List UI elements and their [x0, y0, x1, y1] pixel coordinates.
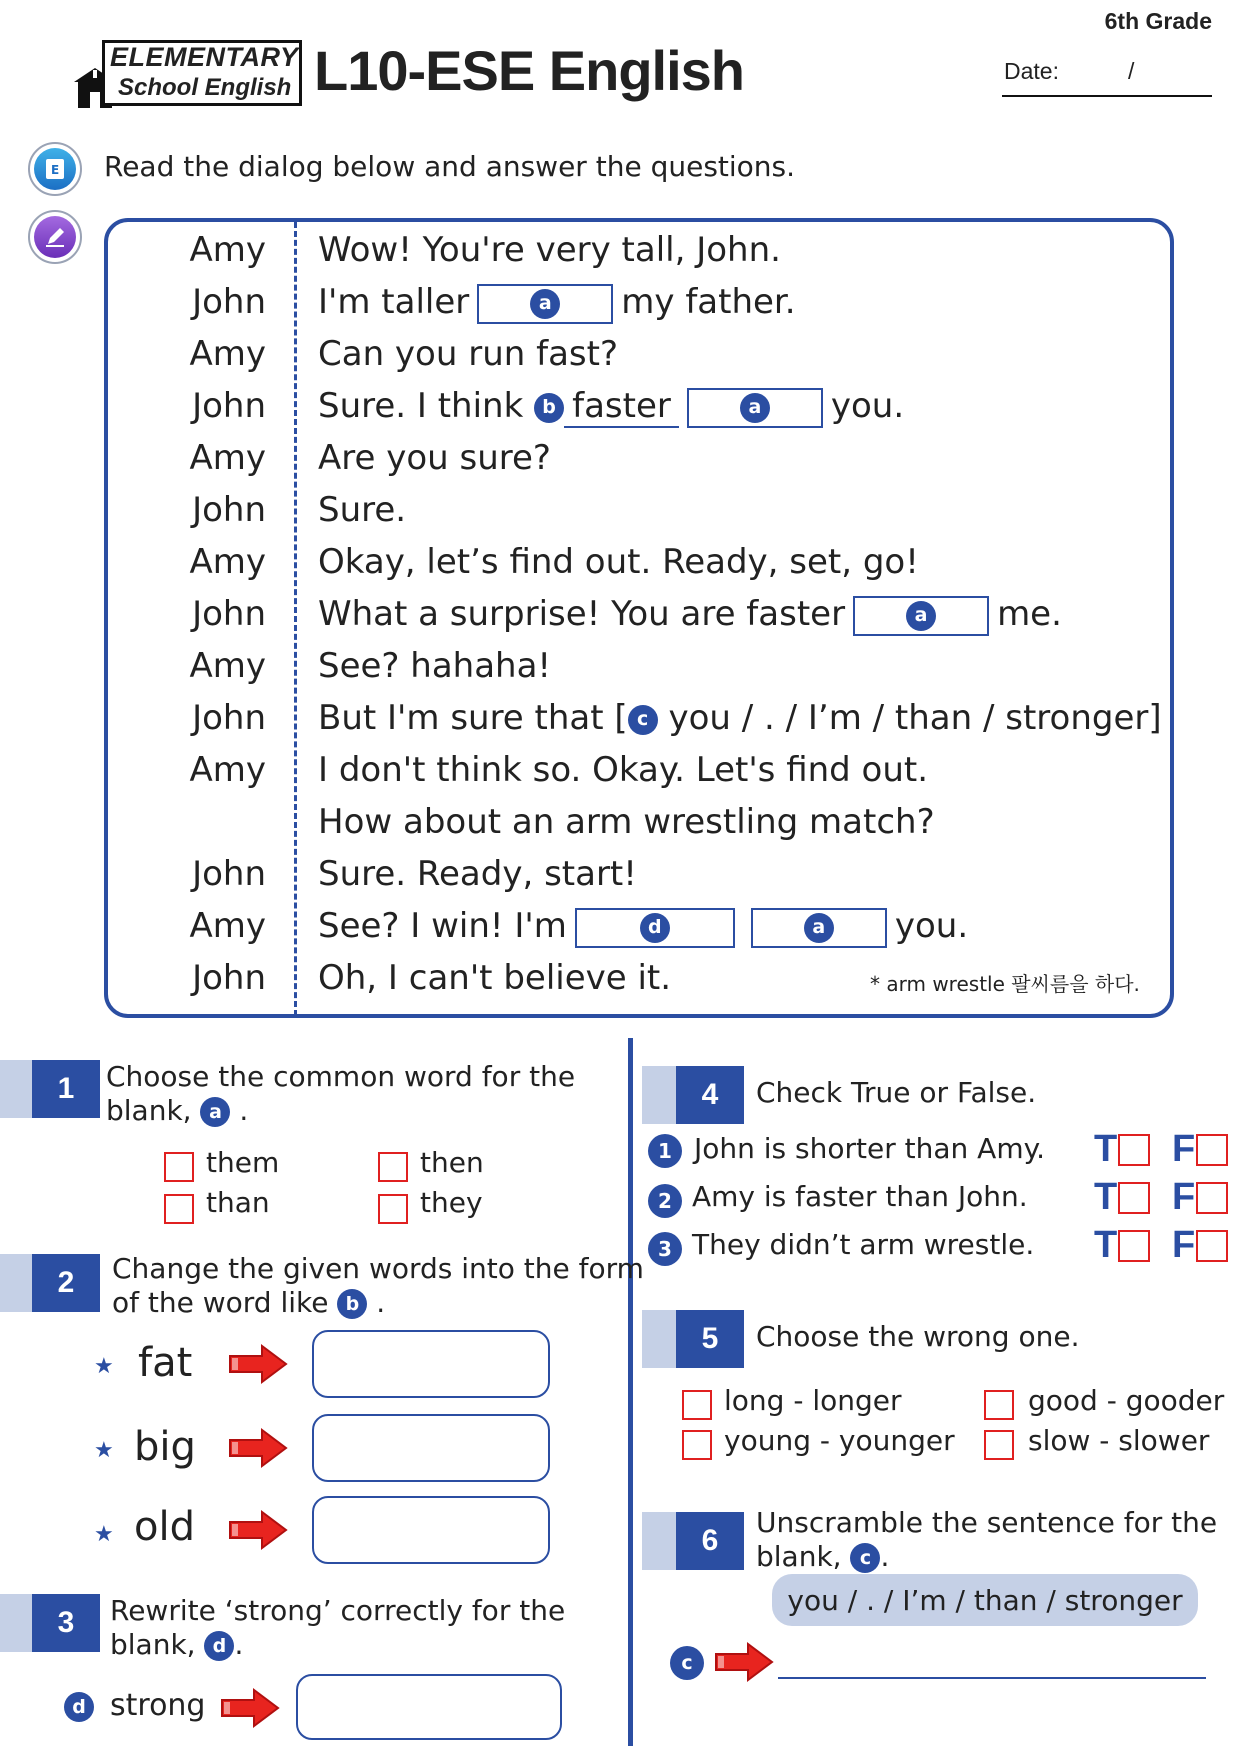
option-label: they [420, 1186, 483, 1219]
question-text-part: blank, [110, 1628, 196, 1661]
question-line: Unscramble the sentence for the [756, 1506, 1218, 1539]
option-checkbox[interactable] [378, 1194, 408, 1224]
punct: . [880, 1540, 890, 1573]
false-label: F [1172, 1176, 1196, 1218]
arrow-right-icon [714, 1642, 774, 1682]
speaker: John [192, 698, 266, 738]
given-word: strong [110, 1688, 206, 1723]
false-label: F [1172, 1224, 1196, 1266]
item-number: 2 [648, 1184, 682, 1218]
statement-text: John is shorter than Amy. [694, 1132, 1046, 1165]
dialog-line: How about an arm wrestling match? [318, 802, 935, 842]
date-field[interactable] [1002, 95, 1212, 97]
answer-box-strong[interactable] [296, 1674, 562, 1740]
speaker: John [192, 958, 266, 998]
marker-c: c [628, 705, 658, 735]
question-text-part: blank, [756, 1540, 842, 1573]
dialog-text: Sure. I think [318, 386, 524, 426]
marker-a: a [530, 289, 560, 319]
dialog-line [318, 698, 1162, 738]
question-line2 [110, 1628, 565, 1662]
speaker: Amy [189, 334, 266, 374]
star-icon: ★ [94, 1354, 114, 1379]
option-checkbox[interactable] [682, 1430, 712, 1460]
logo-text-line2: School English [118, 74, 292, 101]
speaker: John [192, 594, 266, 634]
dialog-line: I don't think so. Okay. Let's find out. [318, 750, 929, 790]
marker-b: b [534, 393, 564, 423]
speaker: Amy [189, 750, 266, 790]
question-number: 3 [32, 1594, 100, 1652]
question-number: 4 [676, 1066, 744, 1124]
dialog-divider [294, 222, 297, 1016]
speaker: John [192, 490, 266, 530]
speaker: Amy [189, 542, 266, 582]
question-text [106, 1060, 575, 1128]
question-text [112, 1252, 644, 1320]
marker-c: c [670, 1646, 704, 1680]
true-checkbox[interactable] [1118, 1230, 1150, 1262]
question-line: Rewrite ‘strong’ correctly for the [110, 1594, 566, 1627]
date-label: Date: [1004, 58, 1059, 84]
question-line: Change the given words into the form [112, 1252, 644, 1285]
date-slash: / [1128, 58, 1135, 84]
star-icon: ★ [94, 1522, 114, 1547]
answer-box-old[interactable] [312, 1496, 550, 1564]
marker-a: a [906, 601, 936, 631]
marker-d: d [204, 1631, 234, 1661]
question-text [110, 1594, 565, 1662]
grade-label: 6th Grade [1104, 8, 1212, 34]
true-label: T [1094, 1128, 1118, 1170]
given-word: fat [138, 1340, 193, 1386]
dialog-text: But I'm sure that [ [318, 698, 628, 738]
arrow-right-icon [228, 1510, 288, 1550]
speaker: John [192, 282, 266, 322]
speaker: Amy [189, 646, 266, 686]
vocab-note: * arm wrestle 팔씨름을 하다. [870, 972, 1140, 996]
option-checkbox[interactable] [984, 1430, 1014, 1460]
false-label: F [1172, 1128, 1196, 1170]
section-bar [0, 1254, 36, 1312]
punct: . [376, 1286, 386, 1319]
option-label: young - younger [724, 1424, 955, 1457]
instruction-text: Read the dialog below and answer the questions. [104, 150, 796, 183]
section-bar [0, 1594, 36, 1652]
marker-a: a [804, 913, 834, 943]
question-number: 5 [676, 1310, 744, 1368]
section-bar [642, 1512, 678, 1570]
dialog-line: Okay, let’s find out. Ready, set, go! [318, 542, 919, 582]
option-label: slow - slower [1028, 1424, 1210, 1457]
dialog-text: me. [997, 594, 1062, 634]
arrow-right-icon [228, 1344, 288, 1384]
marker-d: d [640, 913, 670, 943]
option-checkbox[interactable] [984, 1390, 1014, 1420]
scramble-words: you / . / I’m / than / stronger [772, 1574, 1198, 1626]
option-label: long - longer [724, 1384, 902, 1417]
dialog-text: my father. [621, 282, 796, 322]
answer-line-c[interactable] [778, 1677, 1206, 1679]
blank-a[interactable] [853, 596, 989, 636]
option-checkbox[interactable] [378, 1152, 408, 1182]
question-text [756, 1506, 1217, 1574]
question-text-part: blank, [106, 1094, 192, 1127]
answer-box-big[interactable] [312, 1414, 550, 1482]
blank-a[interactable] [477, 284, 613, 324]
dialog-text: See? I win! I'm [318, 906, 567, 946]
question-number: 2 [32, 1254, 100, 1312]
blank-d[interactable] [575, 908, 735, 948]
dialog-line: Can you run fast? [318, 334, 618, 374]
answer-box-fat[interactable] [312, 1330, 550, 1398]
dialog-text: you / . / I’m / than / stronger] [668, 698, 1162, 738]
marker-b: b [337, 1289, 367, 1319]
marker-a: a [740, 393, 770, 423]
false-checkbox[interactable] [1196, 1182, 1228, 1214]
option-checkbox[interactable] [164, 1194, 194, 1224]
dialog-line: See? hahaha! [318, 646, 552, 686]
dialog-line [318, 594, 1062, 636]
blank-a[interactable] [687, 388, 823, 428]
true-checkbox[interactable] [1118, 1134, 1150, 1166]
marker-d: d [64, 1692, 94, 1722]
svg-text:E: E [51, 163, 60, 177]
option-label: than [206, 1186, 270, 1219]
item-number: 1 [648, 1134, 682, 1168]
punct: . [239, 1094, 249, 1127]
marker-c: c [850, 1543, 880, 1573]
punct: . [234, 1628, 244, 1661]
page-title: L10-ESE English [314, 39, 744, 102]
true-checkbox[interactable] [1118, 1182, 1150, 1214]
speaker: Amy [189, 230, 266, 270]
dialog-line: Are you sure? [318, 438, 551, 478]
question-text: Check True or False. [756, 1076, 1037, 1109]
column-divider [628, 1038, 633, 1746]
book-icon [28, 142, 82, 196]
question-line2 [112, 1286, 644, 1320]
dialog-line: Sure. [318, 490, 407, 530]
dialog-text: What a surprise! You are faster [318, 594, 846, 634]
given-word: old [134, 1504, 195, 1550]
option-label: them [206, 1146, 280, 1179]
arrow-right-icon [228, 1428, 288, 1468]
dialog-text: you. [894, 906, 969, 946]
given-word: big [134, 1424, 196, 1470]
false-checkbox[interactable] [1196, 1134, 1228, 1166]
dialog-line [318, 282, 796, 324]
marker-a: a [200, 1097, 230, 1127]
logo-text-line1: ELEMENTARY [110, 42, 299, 72]
dialog-line [318, 386, 904, 428]
pencil-icon [28, 210, 82, 264]
statement-text: They didn’t arm wrestle. [692, 1228, 1035, 1261]
statement-text: Amy is faster than John. [692, 1180, 1028, 1213]
true-label: T [1094, 1176, 1118, 1218]
question-line: Choose the common word for the [106, 1060, 576, 1093]
option-label: good - gooder [1028, 1384, 1225, 1417]
question-line2 [106, 1094, 575, 1128]
false-checkbox[interactable] [1196, 1230, 1228, 1262]
question-line2 [756, 1540, 1217, 1574]
speaker: Amy [189, 906, 266, 946]
dialog-line: Oh, I can't believe it. [318, 958, 672, 998]
section-bar [642, 1066, 678, 1124]
dialog-text: you. [830, 386, 905, 426]
section-bar [642, 1310, 678, 1368]
dialog-line [318, 906, 968, 948]
speaker: Amy [189, 438, 266, 478]
true-label: T [1094, 1224, 1118, 1266]
blank-a[interactable] [751, 908, 887, 948]
question-number: 6 [676, 1512, 744, 1570]
dialog-line: Wow! You're very tall, John. [318, 230, 781, 270]
option-checkbox[interactable] [164, 1152, 194, 1182]
arrow-right-icon [220, 1688, 280, 1728]
dialog-text: I'm taller [318, 282, 470, 322]
question-number: 1 [32, 1060, 100, 1118]
question-text: Choose the wrong one. [756, 1320, 1080, 1353]
dialog-line: Sure. Ready, start! [318, 854, 637, 894]
option-checkbox[interactable] [682, 1390, 712, 1420]
speaker: John [192, 386, 266, 426]
section-bar [0, 1060, 36, 1118]
question-text-part: of the word like [112, 1286, 329, 1319]
item-number: 3 [648, 1232, 682, 1266]
underlined-word: faster [564, 386, 679, 428]
speaker: John [192, 854, 266, 894]
star-icon: ★ [94, 1438, 114, 1463]
option-label: then [420, 1146, 484, 1179]
